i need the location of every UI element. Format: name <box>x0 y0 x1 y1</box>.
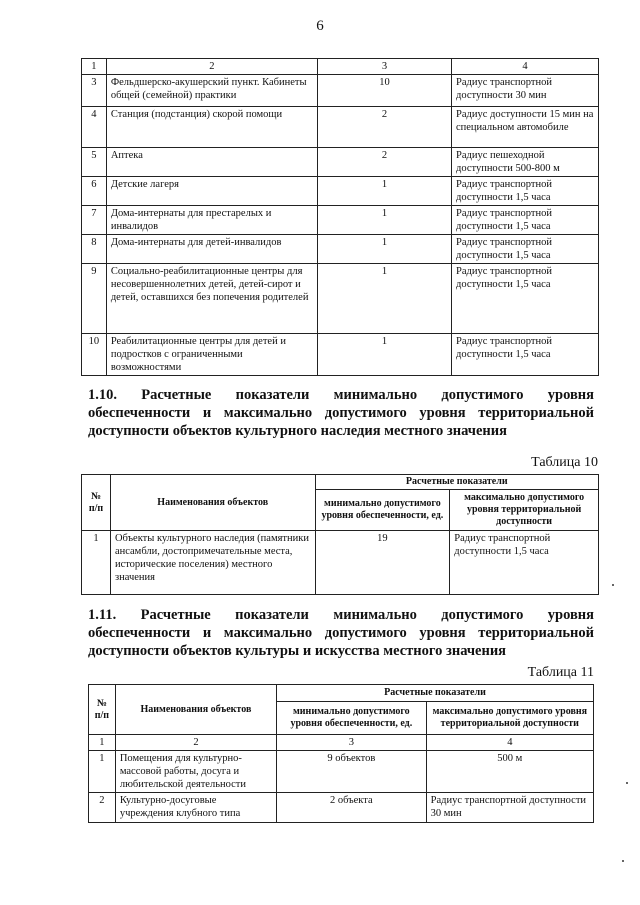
row-name: Помещения для культурно-массовой работы, досуга и любительской деятельности <box>115 751 276 793</box>
table-row <box>82 531 599 595</box>
row-name: Культурно-досуговые учреждения клубного типа <box>115 793 276 823</box>
header-group: Расчетные показатели <box>277 685 594 702</box>
row-num: 3 <box>82 75 107 107</box>
header-max: максимально допустимого уровня территориальной доступности <box>426 702 593 735</box>
page-number: 6 <box>316 18 324 34</box>
row-access: Радиус транспортной доступности 30 мин <box>451 75 598 107</box>
row-name: Реабилитационные центры для детей и подростков с ограниченными возможностями <box>106 334 317 376</box>
row-num: 6 <box>82 177 107 206</box>
table-row <box>82 264 599 334</box>
table-header-row <box>89 685 594 702</box>
row-num: 10 <box>82 334 107 376</box>
section-1-11-heading: 1.11. Расчетные показатели минимально допустимого уровня обеспеченности и максимально допустимого уровня территориальной доступности объектов культуры и искусства местного значения <box>88 607 594 659</box>
header-min: минимально допустимого уровня обеспеченности, ед. <box>315 490 450 531</box>
row-access: Радиус транспортной доступности 1,5 часа <box>451 206 598 235</box>
header-name: Наименования объектов <box>110 475 315 531</box>
header-cell: 4 <box>451 59 598 75</box>
row-value: 1 <box>318 264 452 334</box>
row-value: 10 <box>318 75 452 107</box>
table-row <box>82 107 599 148</box>
row-access: Радиус доступности 15 мин на специальном автомобиле <box>451 107 598 148</box>
table-row <box>82 206 599 235</box>
table-9 <box>81 58 599 376</box>
row-num: 9 <box>82 264 107 334</box>
header-max: максимально допустимого уровня территориальной доступности <box>450 490 599 531</box>
row-value: 1 <box>318 235 452 264</box>
row-name: Дома-интернаты для престарелых и инвалидов <box>106 206 317 235</box>
row-num: 2 <box>89 793 116 823</box>
row-value: 19 <box>315 531 450 595</box>
table-row <box>82 235 599 264</box>
table-header-row <box>82 59 599 75</box>
row-access: Радиус транспортной доступности 1,5 часа <box>451 235 598 264</box>
row-name: Дома-интернаты для детей-инвалидов <box>106 235 317 264</box>
row-value: 2 <box>318 148 452 177</box>
row-access: Радиус транспортной доступности 1,5 часа <box>450 531 599 595</box>
table-header-row <box>82 475 599 490</box>
header-group: Расчетные показатели <box>315 475 599 490</box>
row-value: 1 <box>318 334 452 376</box>
row-value: 1 <box>318 206 452 235</box>
index-cell: 4 <box>426 735 593 751</box>
table-row <box>82 177 599 206</box>
row-num: 4 <box>82 107 107 148</box>
scan-speck <box>626 782 628 784</box>
row-name: Станция (подстанция) скорой помощи <box>106 107 317 148</box>
row-num: 8 <box>82 235 107 264</box>
row-num: 1 <box>89 751 116 793</box>
row-value: 2 <box>318 107 452 148</box>
row-access: Радиус транспортной доступности 1,5 часа <box>451 264 598 334</box>
header-name: Наименования объектов <box>115 685 276 735</box>
scan-speck <box>612 584 614 586</box>
row-name: Аптека <box>106 148 317 177</box>
row-value: 2 объекта <box>277 793 427 823</box>
table-11-label: Таблица 11 <box>527 665 594 680</box>
index-cell: 1 <box>89 735 116 751</box>
table-10 <box>81 474 599 595</box>
header-num: № п/п <box>82 475 111 531</box>
index-cell: 2 <box>115 735 276 751</box>
index-cell: 3 <box>277 735 427 751</box>
row-access: Радиус пешеходной доступности 500-800 м <box>451 148 598 177</box>
table-row <box>82 75 599 107</box>
table-10-label: Таблица 10 <box>531 455 598 470</box>
scan-speck <box>622 860 624 862</box>
header-min: минимально допустимого уровня обеспеченности, ед. <box>277 702 427 735</box>
row-num: 5 <box>82 148 107 177</box>
table-11 <box>88 684 594 823</box>
row-access: Радиус транспортной доступности 1,5 часа <box>451 334 598 376</box>
row-name: Фельдшерско-акушерский пункт. Кабинеты общей (семейной) практики <box>106 75 317 107</box>
header-cell: 1 <box>82 59 107 75</box>
row-value: 1 <box>318 177 452 206</box>
row-name: Детские лагеря <box>106 177 317 206</box>
row-value: 9 объектов <box>277 751 427 793</box>
row-access: 500 м <box>426 751 593 793</box>
row-access: Радиус транспортной доступности 30 мин <box>426 793 593 823</box>
table-row <box>89 751 594 793</box>
row-name: Объекты культурного наследия (памятники ансамбли, достопримечательные места, исторические поселения) местного значения <box>110 531 315 595</box>
table-index-row <box>89 735 594 751</box>
row-name: Социально-реабилитационные центры для несовершеннолетних детей, детей-сирот и детей, оставшихся без попечения родителей <box>106 264 317 334</box>
header-num: № п/п <box>89 685 116 735</box>
row-access: Радиус транспортной доступности 1,5 часа <box>451 177 598 206</box>
header-cell: 3 <box>318 59 452 75</box>
row-num: 7 <box>82 206 107 235</box>
header-cell: 2 <box>106 59 317 75</box>
table-row <box>89 793 594 823</box>
row-num: 1 <box>82 531 111 595</box>
table-row <box>82 148 599 177</box>
table-row <box>82 334 599 376</box>
section-1-10-heading: 1.10. Расчетные показатели минимально допустимого уровня обеспеченности и максимально допустимого уровня территориальной доступности объектов культурного наследия местного значения <box>88 387 594 439</box>
